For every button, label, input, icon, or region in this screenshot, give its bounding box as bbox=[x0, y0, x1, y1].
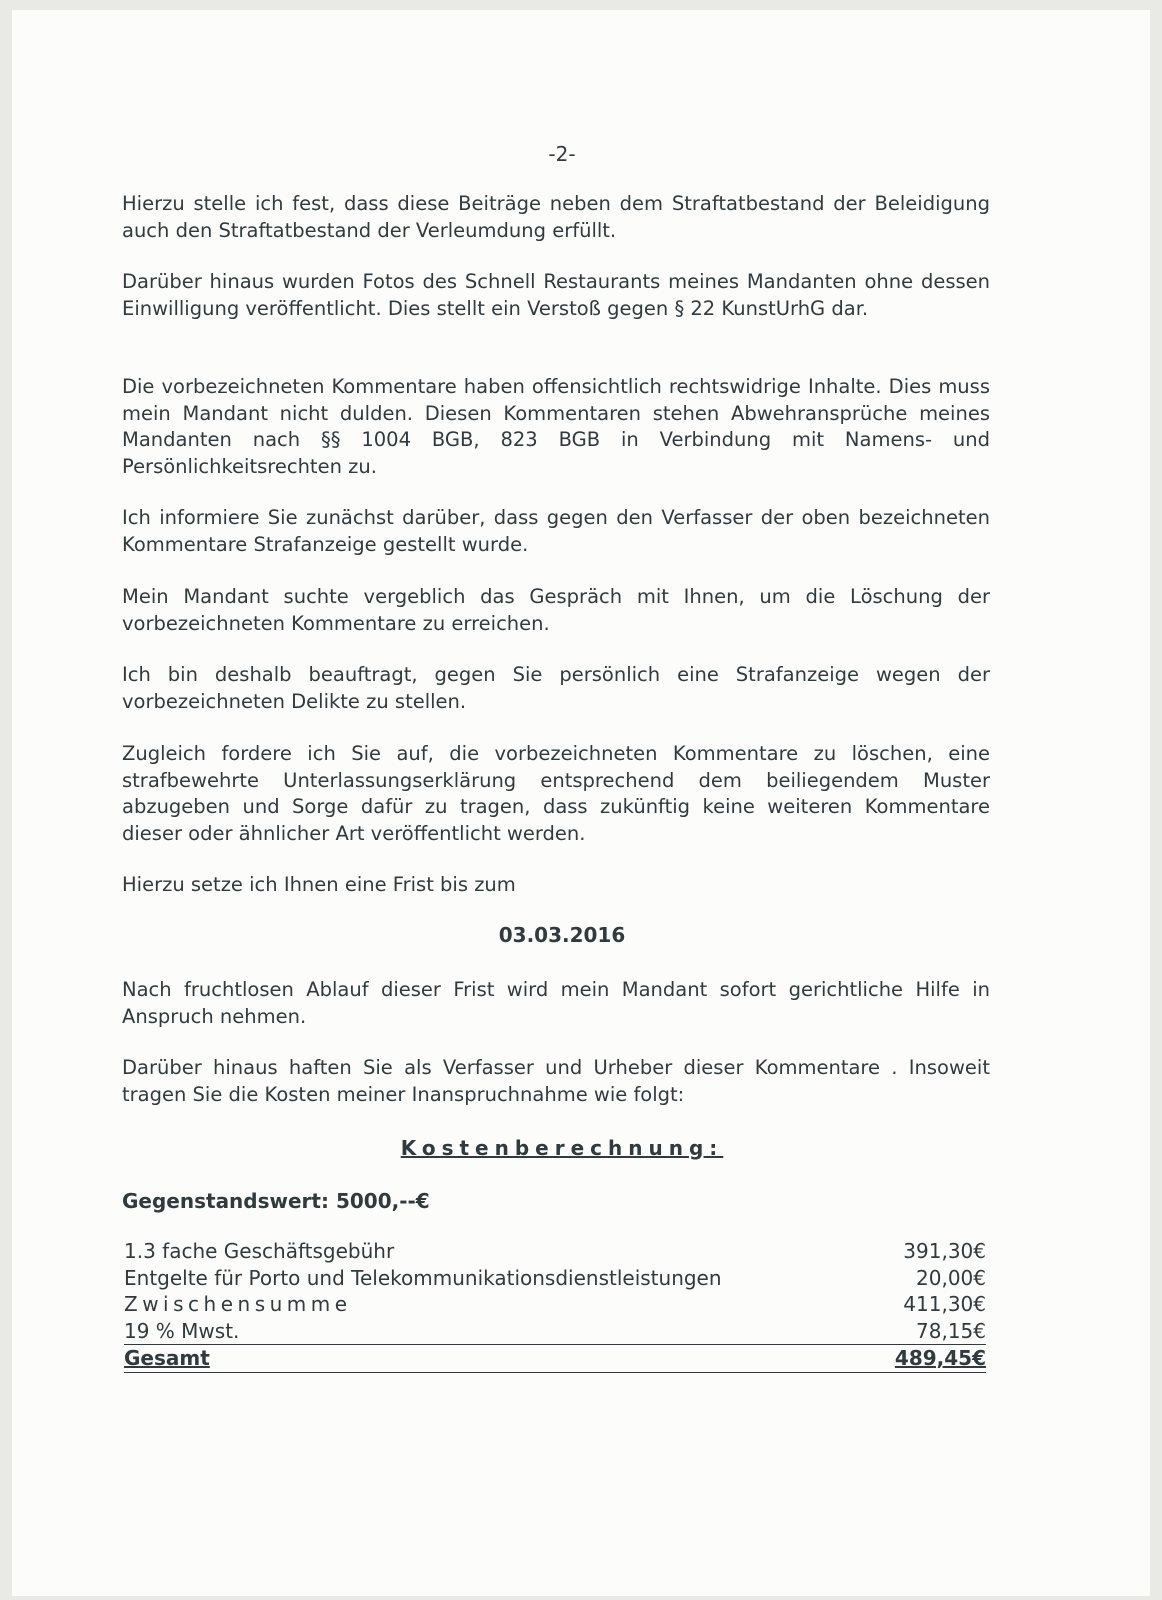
paragraph-text: Ich informiere Sie zunächst darüber, dass gegen den Verfasser der oben bezeichneten Kommentare Strafanzeige gestellt wurde. bbox=[122, 506, 990, 556]
paragraph-text: Nach fruchtlosen Ablauf dieser Frist wird mein Mandant sofort gerichtliche Hilfe in Anspruch nehmen. bbox=[122, 978, 990, 1028]
cost-row bbox=[124, 1238, 986, 1265]
cost-row bbox=[124, 1265, 986, 1292]
cost-row-total bbox=[124, 1345, 986, 1373]
cost-amount: 411,30€ bbox=[903, 1292, 986, 1316]
page-number: -2- bbox=[548, 142, 576, 166]
cost-label: Zwischensumme bbox=[124, 1292, 352, 1316]
cost-label: Entgelte für Porto und Telekommunikationsdienstleistungen bbox=[124, 1265, 722, 1290]
cost-row-subtotal bbox=[124, 1291, 986, 1318]
paragraph-text: Darüber hinaus haften Sie als Verfasser und Urheber dieser Kommentare . Insoweit tragen Sie die Kosten meiner Inanspruchnahme wie folgt: bbox=[122, 1056, 990, 1106]
cost-label: 1.3 fache Geschäftsgebühr bbox=[124, 1239, 395, 1263]
paragraph-text: Ich bin deshalb beauftragt, gegen Sie persönlich eine Strafanzeige wegen der vorbezeichneten Delikte zu stellen. bbox=[122, 663, 990, 713]
paragraph-photos bbox=[122, 269, 990, 322]
paragraph-legal-claims bbox=[122, 374, 990, 480]
cost-amount: 20,00€ bbox=[916, 1265, 986, 1290]
paragraph-demand bbox=[122, 741, 990, 847]
cost-amount: 78,15€ bbox=[916, 1318, 986, 1343]
paragraph-text: Hierzu setze ich Ihnen eine Frist bis zum bbox=[122, 873, 516, 896]
paragraph-text: Zugleich fordere ich Sie auf, die vorbezeichneten Kommentare zu löschen, eine strafbewehrte Unterlassungserklärung entsprechend dem beiliegendem Muster abzugeben und Sorge dafür zu tragen, dass zukünftig keine weiteren Kommentare dieser oder ähnlicher Art veröffentlicht werden. bbox=[122, 742, 990, 845]
subject-value: Gegenstandswert: 5000,--€ bbox=[122, 1189, 430, 1213]
cost-label: Gesamt bbox=[124, 1346, 210, 1370]
paragraph-criminal-complaint bbox=[122, 505, 990, 558]
cost-amount: 391,30€ bbox=[903, 1239, 986, 1263]
paragraph-offense-finding bbox=[122, 191, 990, 244]
paragraph-text: Darüber hinaus wurden Fotos des Schnell Restaurants meines Mandanten ohne dessen Einwilligung veröffentlicht. Dies stellt ein Verstoß gegen § 22 KunstUrhG dar. bbox=[122, 270, 990, 320]
paragraph-text: Die vorbezeichneten Kommentare haben offensichtlich rechtswidrige Inhalte. Dies muss mein Mandant nicht dulden. Diesen Kommentaren stehen Abwehransprüche meines Mandanten nach §§ 1004 BGB, 823 BGB in Verbindung mit Namens- und Persönlichkeitsrechten zu. bbox=[122, 375, 990, 478]
cost-amount: 489,45€ bbox=[894, 1346, 986, 1370]
paragraph-mandate bbox=[122, 662, 990, 715]
paragraph-consequence bbox=[122, 977, 990, 1030]
cost-table bbox=[124, 1238, 986, 1373]
letter-page bbox=[12, 10, 1150, 1596]
paragraph-liability bbox=[122, 1055, 990, 1108]
paragraph-conversation bbox=[122, 584, 990, 637]
cost-row-tax bbox=[124, 1318, 986, 1346]
paragraph-text: Hierzu stelle ich fest, dass diese Beiträge neben dem Straftatbestand der Beleidigung auch den Straftatbestand der Verleumdung erfüllt. bbox=[122, 192, 990, 242]
deadline-date: 03.03.2016 bbox=[498, 923, 626, 947]
paragraph-deadline-intro bbox=[122, 872, 990, 899]
cost-calculation-heading: Kostenberechnung: bbox=[400, 1136, 724, 1160]
paragraph-text: Mein Mandant suchte vergeblich das Gespräch mit Ihnen, um die Löschung der vorbezeichneten Kommentare zu erreichen. bbox=[122, 585, 990, 635]
cost-label: 19 % Mwst. bbox=[124, 1318, 240, 1343]
